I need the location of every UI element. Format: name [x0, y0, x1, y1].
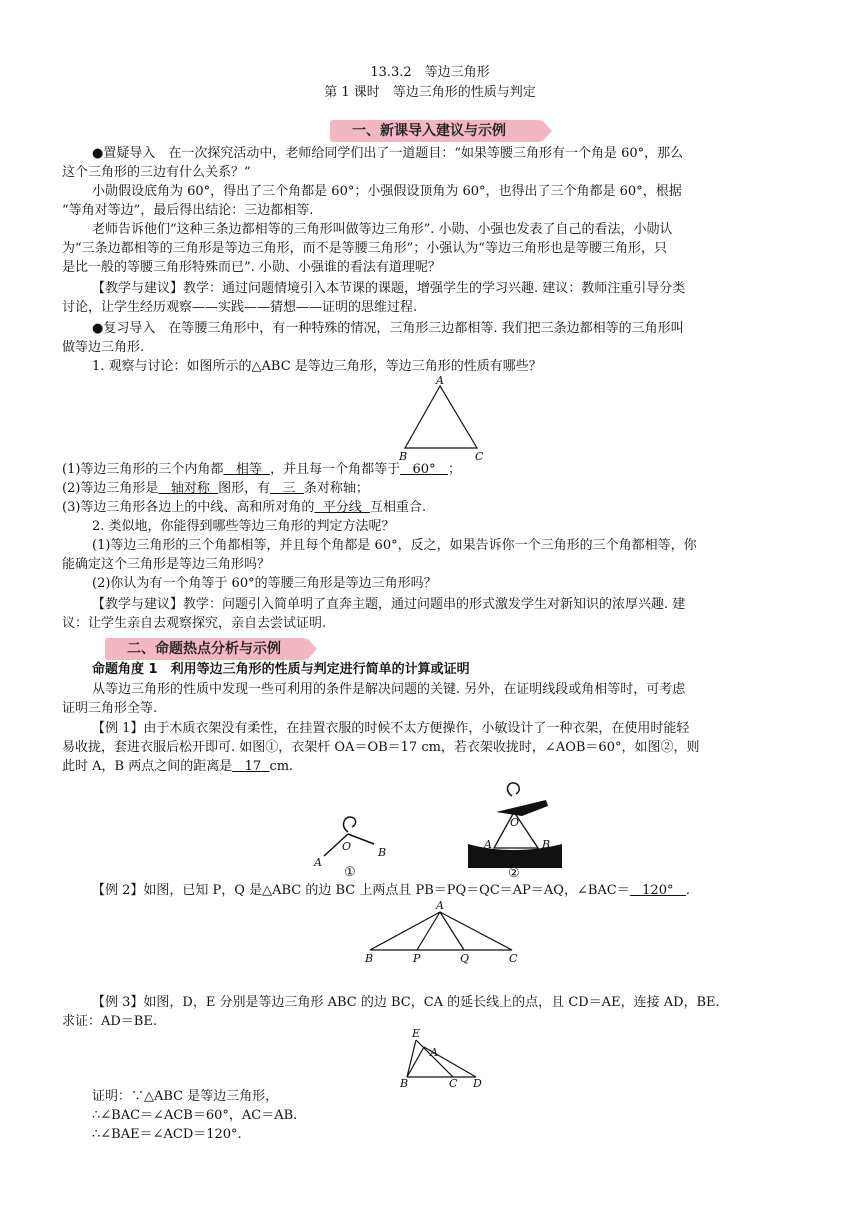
figure-triangle-de — [396, 1026, 492, 1088]
segment-ab — [407, 1047, 424, 1077]
label-a: A — [314, 856, 322, 869]
label-b: B — [378, 846, 387, 859]
intro-line: 做等边三角形. — [62, 340, 145, 355]
figure-label-1: ① — [344, 865, 356, 880]
intro-line: 为“三条边都相等的三角形是等边三角形，而不是等腰三角形”；小强认为“等边三角形也是等腰三角形，只 — [62, 241, 667, 256]
label-b: B — [365, 952, 374, 964]
garment-top — [496, 800, 548, 816]
label-b: B — [399, 450, 408, 462]
figure-hanger-closed — [466, 782, 566, 878]
label-d: D — [473, 1077, 482, 1088]
lesson-title: 第 1 课时 等边三角形的性质与判定 — [324, 85, 536, 100]
triangle-abc — [405, 386, 477, 448]
figure-hanger-open — [310, 812, 400, 882]
intro-line: “等角对等边”，最后得出结论：三边都相等. — [62, 203, 314, 218]
topic-desc: 证明三角形全等. — [62, 701, 158, 716]
label-a: A — [436, 899, 444, 912]
proof-line: ∴∠BAC＝∠ACB＝60°，AC＝AB. — [92, 1108, 298, 1123]
label-o: O — [342, 840, 352, 853]
example-3-line: 【例 3】如图，D，E 分别是等边三角形 ABC 的边 BC，CA 的延长线上的点，且 CD＝AE，连接 AD，BE. — [92, 995, 720, 1010]
topic-desc: 从等边三角形的性质中发现一些可利用的条件是解决问题的关键. 另外，在证明线段或角相等时，可考虑 — [92, 682, 686, 697]
label-b: B — [542, 838, 551, 851]
question-2-1: (1)等边三角形的三个角都相等，并且每个角都是 60°，反之，如果告诉你一个三角形的三个角都相等，你 — [92, 538, 697, 553]
intro-line: ●置疑导入 在一次探究活动中，老师给同学们出了一道题目：“如果等腰三角形有一个角是 60°，那么 — [92, 146, 684, 161]
hook-icon — [508, 783, 520, 796]
section-title: 13.3.2 等边三角形 — [370, 65, 490, 80]
segment-be — [407, 1040, 416, 1077]
label-c: C — [475, 450, 484, 462]
teaching-note: 讨论，让学生经历观察——实践——猜想——证明的思维过程. — [62, 300, 418, 315]
label-a: A — [430, 1046, 438, 1059]
proof-line: ∴∠BAE＝∠ACD＝120°. — [92, 1127, 242, 1142]
intro-line: 是比一般的等腰三角形特殊而已”. 小勋、小强谁的看法有道理呢？ — [62, 260, 441, 275]
example-1-answer: 此时 A，B 两点之间的距离是 17 cm. — [62, 759, 294, 774]
topic-title: 命题角度 1 利用等边三角形的性质与判定进行简单的计算或证明 — [92, 662, 470, 677]
label-b: B — [400, 1077, 409, 1088]
intro-line: ●复习导入 在等腰三角形中，有一种特殊的情况，三角形三边都相等. 我们把三条边都相等的三角形叫 — [92, 321, 684, 336]
triangle-abc — [370, 912, 512, 950]
teaching-note: 【教学与建议】教学：通过问题情境引入本节课的课题，增强学生的学习兴趣. 建议：教师注重引导分类 — [92, 281, 686, 296]
question-2: 2. 类似地，你能得到哪些等边三角形的判定方法呢？ — [92, 519, 395, 534]
label-a: A — [484, 838, 492, 851]
property-2: (2)等边三角形是 轴对称 图形，有 三 条对称轴； — [62, 481, 369, 496]
intro-line: 小勋假设底角为 60°，得出了三个角都是 60°；小强假设顶角为 60°，也得出了三个角都是 60°，根据 — [92, 184, 682, 199]
example-1-line: 易收拢，套进衣服后松开即可. 如图①，衣架杆 OA＝OB＝17 cm，若衣架收拢时，∠AOB＝60°，如图②，则 — [62, 740, 700, 755]
label-e: E — [412, 1027, 421, 1040]
label-c: C — [509, 952, 518, 964]
hanger-arm-ob — [348, 834, 374, 844]
intro-line: 老师告诉他们“这种三条边都相等的三角形叫做等边三角形”. 小勋、小强也发表了自己的看法，小勋认 — [92, 222, 673, 237]
figure-triangle-pq — [360, 898, 530, 964]
question-2-2: (2)你认为有一个角等于 60°的等腰三角形是等边三角形吗？ — [92, 576, 437, 591]
figure-label-2: ② — [508, 866, 520, 878]
property-1: (1)等边三角形的三个内角都 相等 ，并且每一个角都等于 60° ； — [62, 462, 461, 477]
label-o: O — [510, 816, 520, 829]
example-3-line: 求证：AD＝BE. — [62, 1014, 157, 1029]
label-a: A — [436, 374, 444, 387]
label-p: P — [413, 952, 421, 964]
intro-line: 这个三角形的三边有什么关系？” — [62, 165, 251, 180]
hook-icon — [344, 817, 356, 832]
example-1-line: 【例 1】由于木质衣架没有柔性，在挂置衣服的时候不太方便操作，小敏设计了一种衣架，在使用时能轻 — [92, 721, 690, 736]
section-banner-1: 一、新课导入建议与示例 — [330, 120, 542, 142]
figure-equilateral-triangle — [395, 374, 490, 462]
property-3: (3)等边三角形各边上的中线、高和所对角的 平分线 互相重合. — [62, 500, 427, 515]
example-2-line: 【例 2】如图，已知 P，Q 是△ABC 的边 BC 上两点且 PB＝PQ＝QC＝AP＝AQ，∠BAC＝ 120° . — [92, 883, 691, 898]
label-c: C — [449, 1077, 458, 1088]
label-q: Q — [460, 952, 470, 964]
question-2-1-cont: 能确定这个三角形是等边三角形吗？ — [62, 557, 271, 572]
teaching-note-2-cont: 议：让学生亲自去观察探究，亲自去尝试证明. — [62, 616, 327, 631]
section-banner-2: 二、命题热点分析与示例 — [105, 638, 307, 660]
proof-line: 证明：∵△ABC 是等边三角形， — [92, 1089, 279, 1104]
teaching-note-2: 【教学与建议】教学：问题引入简单明了直奔主题，通过问题串的形式激发学生对新知识的浓厚兴趣. 建 — [92, 597, 686, 612]
intro-line: 1. 观察与讨论：如图所示的△ABC 是等边三角形，等边三角形的性质有哪些？ — [92, 359, 542, 374]
